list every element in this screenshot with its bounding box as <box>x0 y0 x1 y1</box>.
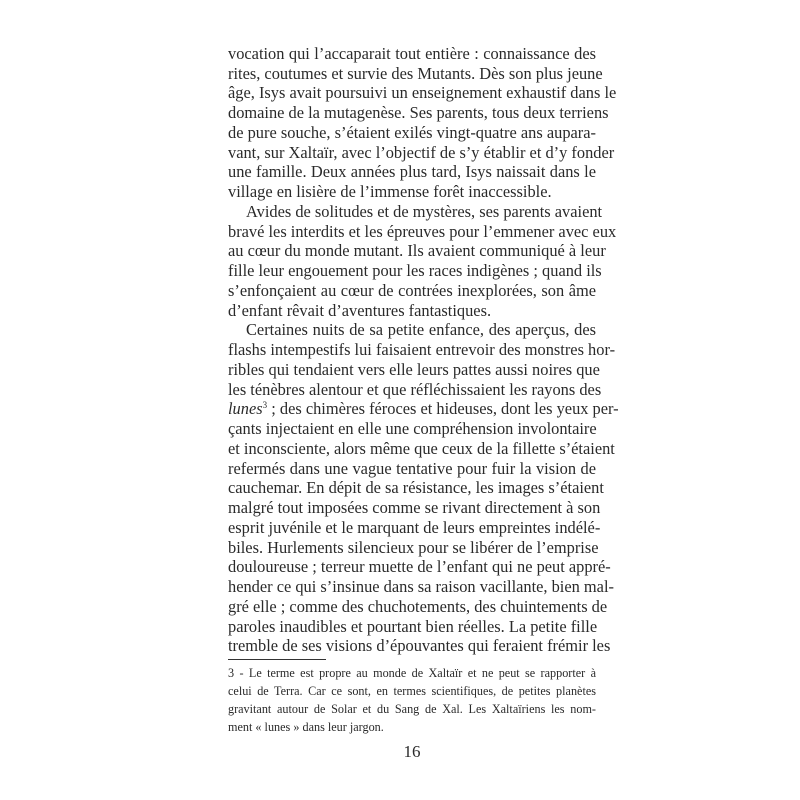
footnote-line: celui de Terra. Car ce sont, en termes scientifiques, de petites planètes <box>228 684 596 698</box>
body-line: fille leur engouement pour les races indigènes ; quand ils <box>228 261 602 281</box>
body-line: rites, coutumes et survie des Mutants. Dès son plus jeune <box>228 63 603 83</box>
body-line: malgré tout imposées comme se rivant directement à son <box>228 498 601 518</box>
body-line: çants injectaient en elle une compréhension involontaire <box>228 419 597 439</box>
body-line: vant, sur Xaltaïr, avec l’objectif de s’y établir et d’y fonder <box>228 142 615 162</box>
body-line: bravé les interdits et les épreuves pour l’emmener avec eux <box>228 221 617 241</box>
body-line: domaine de la mutagenèse. Ses parents, tous deux terriens <box>228 103 609 123</box>
body-line: douloureuse ; terreur muette de l’enfant qui ne peut appré- <box>228 557 611 577</box>
body-line: âge, Isys avait poursuivi un enseignement exhaustif dans le <box>228 83 617 103</box>
body-line: s’enfonçaient au cœur de contrées inexplorées, son âme <box>228 280 596 300</box>
body-line: refermés dans une vague tentative pour fuir la vision de <box>228 458 596 478</box>
body-line: esprit juvénile et le marquant de leurs empreintes indélé- <box>228 517 601 537</box>
body-line: biles. Hurlements silencieux pour se libérer de l’emprise <box>228 537 599 557</box>
body-line: Certaines nuits de sa petite enfance, des aperçus, des <box>246 320 596 340</box>
body-line: tremble de ses visions d’épouvantes qui feraient frémir les <box>228 636 611 656</box>
page-number: 16 <box>403 742 421 761</box>
body-line: au cœur du monde mutant. Ils avaient communiqué à leur <box>228 241 606 261</box>
body-line: ribles qui tendaient vers elle leurs pattes aussi noires que <box>228 359 600 379</box>
footnote-line: ment « lunes » dans leur jargon. <box>228 720 384 734</box>
body-line: paroles inaudibles et pourtant bien réelles. La petite fille <box>228 616 598 636</box>
body-line: et inconsciente, alors même que ceux de la fillette s’étaient <box>228 438 615 458</box>
body-line: vocation qui l’accaparait tout entière : connaissance des <box>228 44 596 63</box>
body-line: hender ce qui s’insinue dans sa raison vacillante, bien mal- <box>228 577 614 597</box>
body-line: de pure souche, s’étaient exilés vingt-quatre ans aupara- <box>228 122 596 142</box>
body-line: Avides de solitudes et de mystères, ses parents avaient <box>246 201 603 221</box>
footnote-line: 3 - Le terme est propre au monde de Xaltaïr et ne peut se rapporter à <box>228 666 596 680</box>
body-line: les ténèbres alentour et que réfléchissaient les rayons des <box>228 379 602 399</box>
body-line: village en lisière de l’immense forêt inaccessible. <box>228 182 552 202</box>
body-line: flashs intempestifs lui faisaient entrevoir des monstres hor- <box>228 340 616 360</box>
body-line: cauchemar. En dépit de sa résistance, les images s’étaient <box>228 478 604 498</box>
footnote-marker: 3 <box>262 400 268 411</box>
body-line-with-footnote-ref <box>228 398 619 420</box>
footnote-line: gravitant autour de Solar et du Sang de Xal. Les Xaltaïriens les nom- <box>228 702 596 716</box>
body-line: une famille. Deux années plus tard, Isys naissait dans le <box>228 162 596 182</box>
italic-word: lunes <box>228 399 263 419</box>
footnote-separator <box>228 659 326 660</box>
body-line: gré elle ; comme des chuchotements, des chuintements de <box>228 596 608 616</box>
body-line-rest: ; des chimères féroces et hideuses, dont les yeux per- <box>271 399 619 419</box>
body-line: d’enfant rêvait d’aventures fantastiques. <box>228 300 492 320</box>
